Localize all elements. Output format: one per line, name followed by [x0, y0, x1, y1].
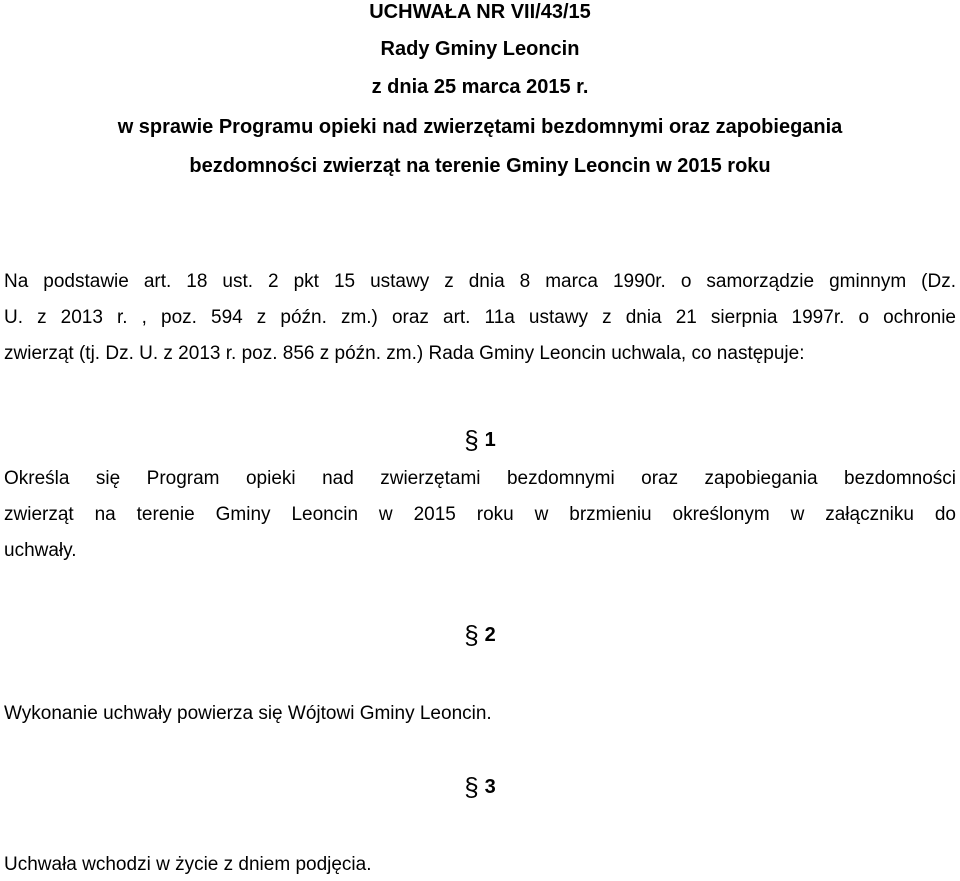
section-number: 3 — [484, 776, 496, 798]
section-1-line: Określa się Program opieki nad zwierzętami bezdomnymi oraz zapobiegania bezdomności — [4, 468, 956, 489]
section-sign: § — [464, 620, 479, 650]
section-1-heading — [0, 425, 960, 455]
section-1-paragraph — [4, 461, 956, 569]
section-1-line: zwierząt na terenie Gminy Leoncin w 2015 roku w brzmieniu określonym w załączniku do — [4, 504, 956, 525]
section-number: 1 — [484, 429, 496, 451]
section-1-line: uchwały. — [4, 540, 77, 561]
preamble-paragraph — [4, 264, 956, 372]
section-3-heading — [0, 772, 960, 802]
resolution-issuer: Rady Gminy Leoncin — [380, 38, 580, 60]
resolution-date: z dnia 25 marca 2015 r. — [371, 76, 589, 98]
resolution-title: UCHWAŁA NR VII/43/15 — [369, 1, 591, 23]
preamble-line: Na podstawie art. 18 ust. 2 pkt 15 ustawy z dnia 8 marca 1990r. o samorządzie gminnym (Dz. — [4, 271, 956, 292]
section-2-heading — [0, 620, 960, 650]
preamble-line: zwierząt (tj. Dz. U. z 2013 r. poz. 856 z późn. zm.) Rada Gminy Leoncin uchwala, co następuje: — [4, 343, 805, 364]
section-sign: § — [464, 772, 479, 802]
section-sign: § — [464, 425, 479, 455]
preamble-line: U. z 2013 r. , poz. 594 z późn. zm.) oraz art. 11a ustawy z dnia 21 sierpnia 1997r. o ochronie — [4, 307, 956, 328]
section-2-text: Wykonanie uchwały powierza się Wójtowi Gminy Leoncin. — [4, 703, 492, 724]
section-number: 2 — [484, 624, 496, 646]
resolution-subject-line-1: w sprawie Programu opieki nad zwierzętami bezdomnymi oraz zapobiegania — [117, 116, 843, 138]
resolution-subject-line-2: bezdomności zwierząt na terenie Gminy Leoncin w 2015 roku — [189, 155, 771, 177]
section-3-text: Uchwała wchodzi w życie z dniem podjęcia. — [4, 854, 372, 875]
